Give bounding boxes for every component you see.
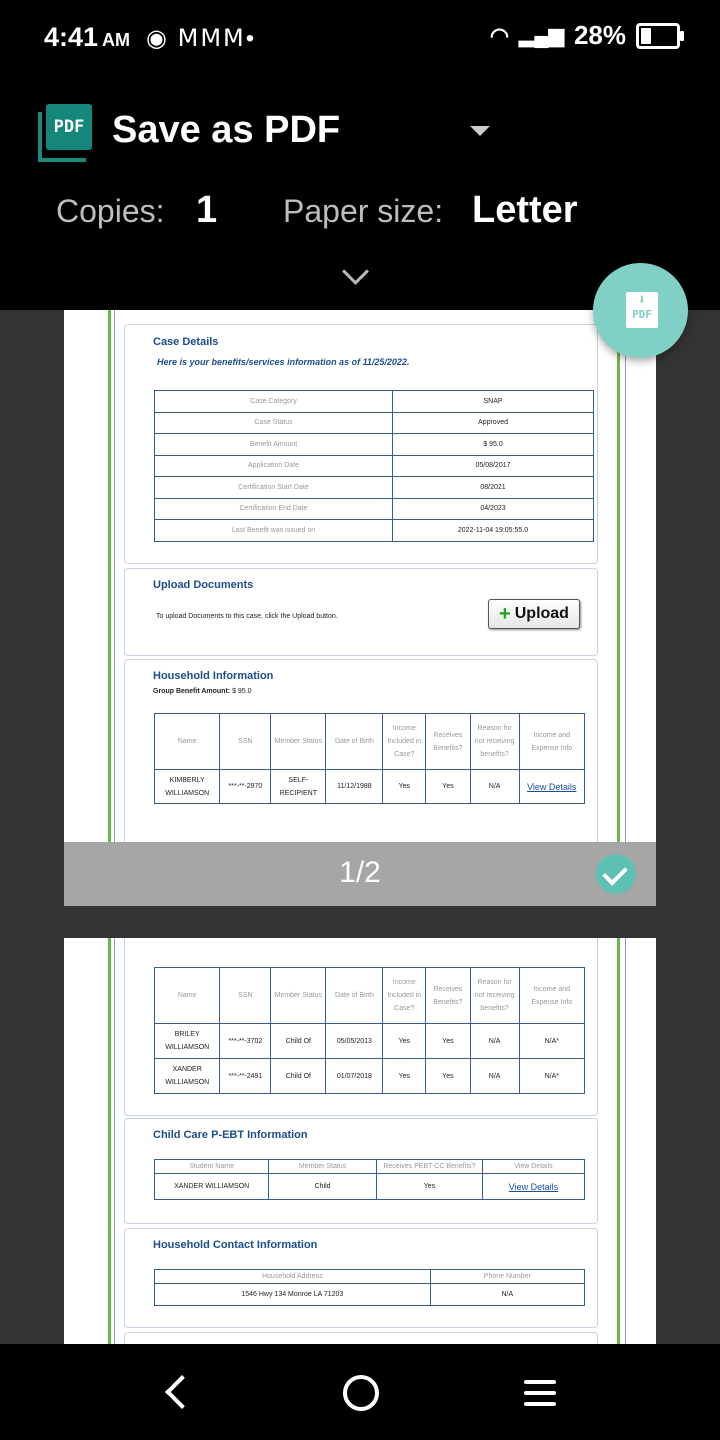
field-label: Certification End Date [155, 498, 393, 520]
field-value: 2022-11-04 19:05:55.0 [393, 520, 594, 542]
next-card [124, 1332, 598, 1344]
print-preview[interactable] [0, 310, 720, 1344]
column-header: Receives Benefits? [426, 968, 471, 1024]
column-header: Member Status [269, 1160, 377, 1174]
pebt-view-details-link[interactable]: View Details [508, 1181, 559, 1192]
column-header: Income and Expense Info [519, 968, 584, 1024]
column-header: View Details [482, 1160, 584, 1174]
column-header: Receives Benefits? [426, 714, 471, 770]
column-header: SSN [220, 968, 271, 1024]
table-row: XANDER WILLIAMSON Child Yes View Details [155, 1174, 585, 1200]
column-header: Name [155, 714, 220, 770]
dropdown-arrow-icon[interactable] [470, 126, 490, 136]
table-row [155, 498, 594, 520]
pebt-card [124, 1118, 598, 1224]
upload-documents-card [124, 568, 598, 656]
table-row: XANDER WILLIAMSON ***-**-2491 Child Of 01/07/2018 Yes Yes N/A N/A* [155, 1059, 585, 1094]
case-details-title: Case Details [153, 336, 219, 348]
table-row: KIMBERLY WILLIAMSON ***-**-2970 SELF-RECIPIENT 11/12/1988 Yes Yes N/A View Details [155, 770, 585, 804]
field-value: $ 95.0 [393, 434, 594, 456]
back-icon[interactable] [165, 1375, 199, 1409]
battery-percent: 28% [573, 20, 626, 50]
household-information-title: Household Information [153, 670, 274, 682]
paper-size-value[interactable]: Letter [472, 189, 578, 231]
download-pdf-icon: ⬇ PDF [626, 292, 658, 328]
upload-button[interactable]: + Upload [488, 599, 580, 629]
case-details-card [124, 324, 598, 564]
field-label: Certification Start Date [155, 477, 393, 499]
pebt-table [154, 1159, 585, 1200]
upload-instructions: To upload Documents to this case, click the Upload button. [156, 613, 338, 620]
column-header: Reason for not receiving benefits? [470, 714, 519, 770]
column-header: Income Included in Case? [383, 714, 426, 770]
preview-page-2[interactable] [64, 938, 656, 1344]
expand-options-chevron-icon[interactable] [342, 258, 369, 285]
case-details-subtitle: Here is your benefits/services information as of 11/25/2022. [157, 357, 410, 367]
page-selected-check-icon[interactable] [596, 854, 636, 894]
navigation-bar [0, 1344, 720, 1440]
clock: 4:41 AM [44, 22, 131, 52]
column-header: Receives PEBT-CC Benefits? [376, 1160, 482, 1174]
household-information-card [124, 659, 598, 842]
column-header: Income Included in Case? [383, 968, 426, 1024]
upload-documents-title: Upload Documents [153, 579, 254, 591]
field-label: Benefit Amount [155, 434, 393, 456]
household-table-continued [154, 967, 585, 1094]
household-contact-table [154, 1269, 585, 1306]
copies-value[interactable]: 1 [196, 189, 218, 231]
table-row [155, 455, 594, 477]
household-contact-title: Household Contact Information [153, 1239, 318, 1251]
field-value: 04/2023 [393, 498, 594, 520]
field-label: Last Benefit was issued on [155, 520, 393, 542]
column-header: Household Address [155, 1270, 431, 1284]
column-header: Reason for not receiving benefits? [470, 968, 519, 1024]
table-row [155, 477, 594, 499]
field-label: Application Date [155, 455, 393, 477]
notification-icons: ◉ ⅯⅯⅯ• [146, 25, 257, 52]
household-table [154, 713, 585, 804]
household-information-card-continued [124, 938, 598, 1116]
recent-apps-icon[interactable] [524, 1380, 556, 1413]
table-row: BRILEY WILLIAMSON ***-**-3702 Child Of 05/05/2013 Yes Yes N/A N/A* [155, 1024, 585, 1059]
column-header: Member Status [271, 968, 326, 1024]
page-number: 1/2 [339, 856, 381, 889]
home-icon[interactable] [343, 1375, 379, 1411]
table-row [155, 520, 594, 542]
column-header: Name [155, 968, 220, 1024]
table-row: 1546 Hwy 134 Monroe LA 71203 N/A [155, 1284, 585, 1306]
case-details-table [154, 390, 594, 542]
copies-label: Copies: [56, 193, 165, 229]
column-header: Phone Number [430, 1270, 584, 1284]
pebt-title: Child Care P-EBT Information [153, 1129, 308, 1141]
table-row [155, 412, 594, 434]
view-details-link[interactable]: View Details [527, 781, 577, 792]
household-contact-card [124, 1228, 598, 1328]
signal-icon: ▂▄▆ [519, 25, 564, 47]
status-bar [0, 0, 720, 76]
field-value: 05/08/2017 [393, 455, 594, 477]
field-label: Case Category [155, 391, 393, 413]
field-value: Approved [393, 412, 594, 434]
column-header: Date of Birth [326, 968, 383, 1024]
field-value: 08/2021 [393, 477, 594, 499]
wifi-icon: ◠ [489, 22, 510, 48]
column-header: Student Name [155, 1160, 269, 1174]
download-pdf-button[interactable] [593, 263, 688, 358]
table-row [155, 434, 594, 456]
printer-selector[interactable]: Save as PDF [112, 109, 341, 151]
pdf-printer-icon: PDF [38, 104, 92, 158]
paper-size-label: Paper size: [283, 193, 444, 229]
preview-page-1[interactable] [64, 310, 656, 842]
field-label: Case Status [155, 412, 393, 434]
group-benefit-amount: Group Benefit Amount: $ 95.0 [153, 688, 252, 695]
field-value: SNAP [393, 391, 594, 413]
column-header: Date of Birth [326, 714, 383, 770]
table-row [155, 391, 594, 413]
column-header: Member Status [271, 714, 326, 770]
battery-icon [636, 23, 680, 49]
column-header: SSN [220, 714, 271, 770]
plus-icon: + [499, 603, 511, 625]
column-header: Income and Expense Info [519, 714, 584, 770]
page-indicator-band[interactable] [64, 842, 656, 906]
